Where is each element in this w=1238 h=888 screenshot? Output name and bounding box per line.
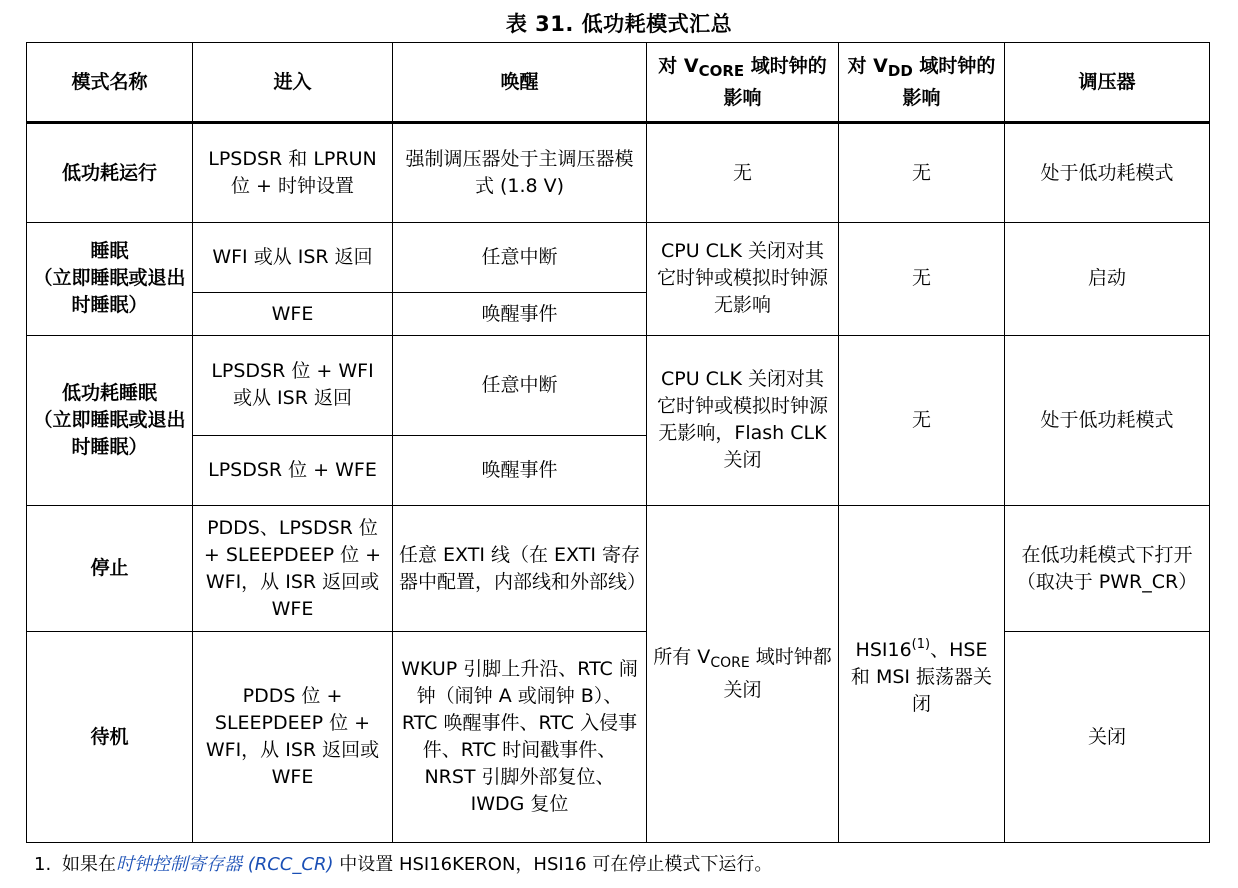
entry-cell: LPSDSR 位 + WFE bbox=[193, 435, 393, 505]
wakeup-cell: 强制调压器处于主调压器模式 (1.8 V) bbox=[393, 123, 647, 223]
table-row-lprun bbox=[27, 123, 1210, 223]
mode-cell: 待机 bbox=[27, 632, 193, 843]
wakeup-cell: 任意 EXTI 线（在 EXTI 寄存器中配置，内部线和外部线） bbox=[393, 506, 647, 632]
table-row-standby bbox=[27, 632, 1210, 843]
footnote-number: 1. bbox=[34, 854, 52, 875]
entry-cell: PDDS 位 + SLEEPDEEP 位 + WFI，从 ISR 返回或 WFE bbox=[193, 632, 393, 843]
regulator-cell: 启动 bbox=[1005, 223, 1210, 335]
entry-cell: WFE bbox=[193, 293, 393, 335]
mode-cell: 低功耗运行 bbox=[27, 123, 193, 223]
rcc-cr-link[interactable]: 时钟控制寄存器 (RCC_CR) bbox=[116, 854, 334, 875]
header-vdd-effect: 对 $V_{DD}$ 域时钟的影响 bbox=[839, 43, 1005, 123]
vdd-cell: 无 bbox=[839, 335, 1005, 505]
entry-cell: LPSDSR 和 LPRUN 位 + 时钟设置 bbox=[193, 123, 393, 223]
regulator-cell: 处于低功耗模式 bbox=[1005, 335, 1210, 505]
table-row-stop bbox=[27, 506, 1210, 632]
mode-cell: 低功耗睡眠 （立即睡眠或退出时睡眠） bbox=[27, 335, 193, 505]
mode-cell: 睡眠 （立即睡眠或退出时睡眠） bbox=[27, 223, 193, 335]
footnote-text-after: 中设置 HSI16KERON，HSI16 可在停止模式下运行。 bbox=[333, 854, 773, 875]
header-vcore-effect: 对 $V_{CORE}$ 域时钟的影响 bbox=[647, 43, 839, 123]
vdd-cell: 无 bbox=[839, 123, 1005, 223]
wakeup-cell: 任意中断 bbox=[393, 335, 647, 435]
wakeup-cell: 任意中断 bbox=[393, 223, 647, 293]
footnote-text-before: 如果在 bbox=[62, 854, 116, 875]
vcore-cell: CPU CLK 关闭对其它时钟或模拟时钟源无影响，Flash CLK 关闭 bbox=[647, 335, 839, 505]
vdd-cell: 无 bbox=[839, 223, 1005, 335]
header-wakeup: 唤醒 bbox=[393, 43, 647, 123]
vdd-cell: HSI16$^{(1)}$、HSE 和 MSI 振荡器关闭 bbox=[839, 506, 1005, 843]
regulator-cell: 处于低功耗模式 bbox=[1005, 123, 1210, 223]
mode-cell: 停止 bbox=[27, 506, 193, 632]
header-mode: 模式名称 bbox=[27, 43, 193, 123]
footnote bbox=[34, 852, 772, 878]
entry-cell: LPSDSR 位 + WFI 或从 ISR 返回 bbox=[193, 335, 393, 435]
low-power-modes-table bbox=[26, 42, 1210, 843]
header-row bbox=[27, 43, 1210, 123]
wakeup-cell: 唤醒事件 bbox=[393, 435, 647, 505]
vcore-cell: CPU CLK 关闭对其它时钟或模拟时钟源无影响 bbox=[647, 223, 839, 335]
vcore-cell: 无 bbox=[647, 123, 839, 223]
table-row-sleep bbox=[27, 223, 1210, 293]
header-entry: 进入 bbox=[193, 43, 393, 123]
regulator-cell: 关闭 bbox=[1005, 632, 1210, 843]
wakeup-cell: 唤醒事件 bbox=[393, 293, 647, 335]
regulator-cell: 在低功耗模式下打开（取决于 PWR_CR） bbox=[1005, 506, 1210, 632]
table-title: 表 31. 低功耗模式汇总 bbox=[505, 12, 733, 36]
wakeup-cell: WKUP 引脚上升沿、RTC 闹钟（闹钟 A 或闹钟 B）、RTC 唤醒事件、RTC 入侵事件、RTC 时间戳事件、NRST 引脚外部复位、IWDG 复位 bbox=[393, 632, 647, 843]
vcore-cell: 所有 $V_{CORE}$ 域时钟都关闭 bbox=[647, 506, 839, 843]
header-regulator: 调压器 bbox=[1005, 43, 1210, 123]
entry-cell: WFI 或从 ISR 返回 bbox=[193, 223, 393, 293]
table-row-lpsleep bbox=[27, 335, 1210, 435]
entry-cell: PDDS、LPSDSR 位 + SLEEPDEEP 位 + WFI，从 ISR 返回或 WFE bbox=[193, 506, 393, 632]
